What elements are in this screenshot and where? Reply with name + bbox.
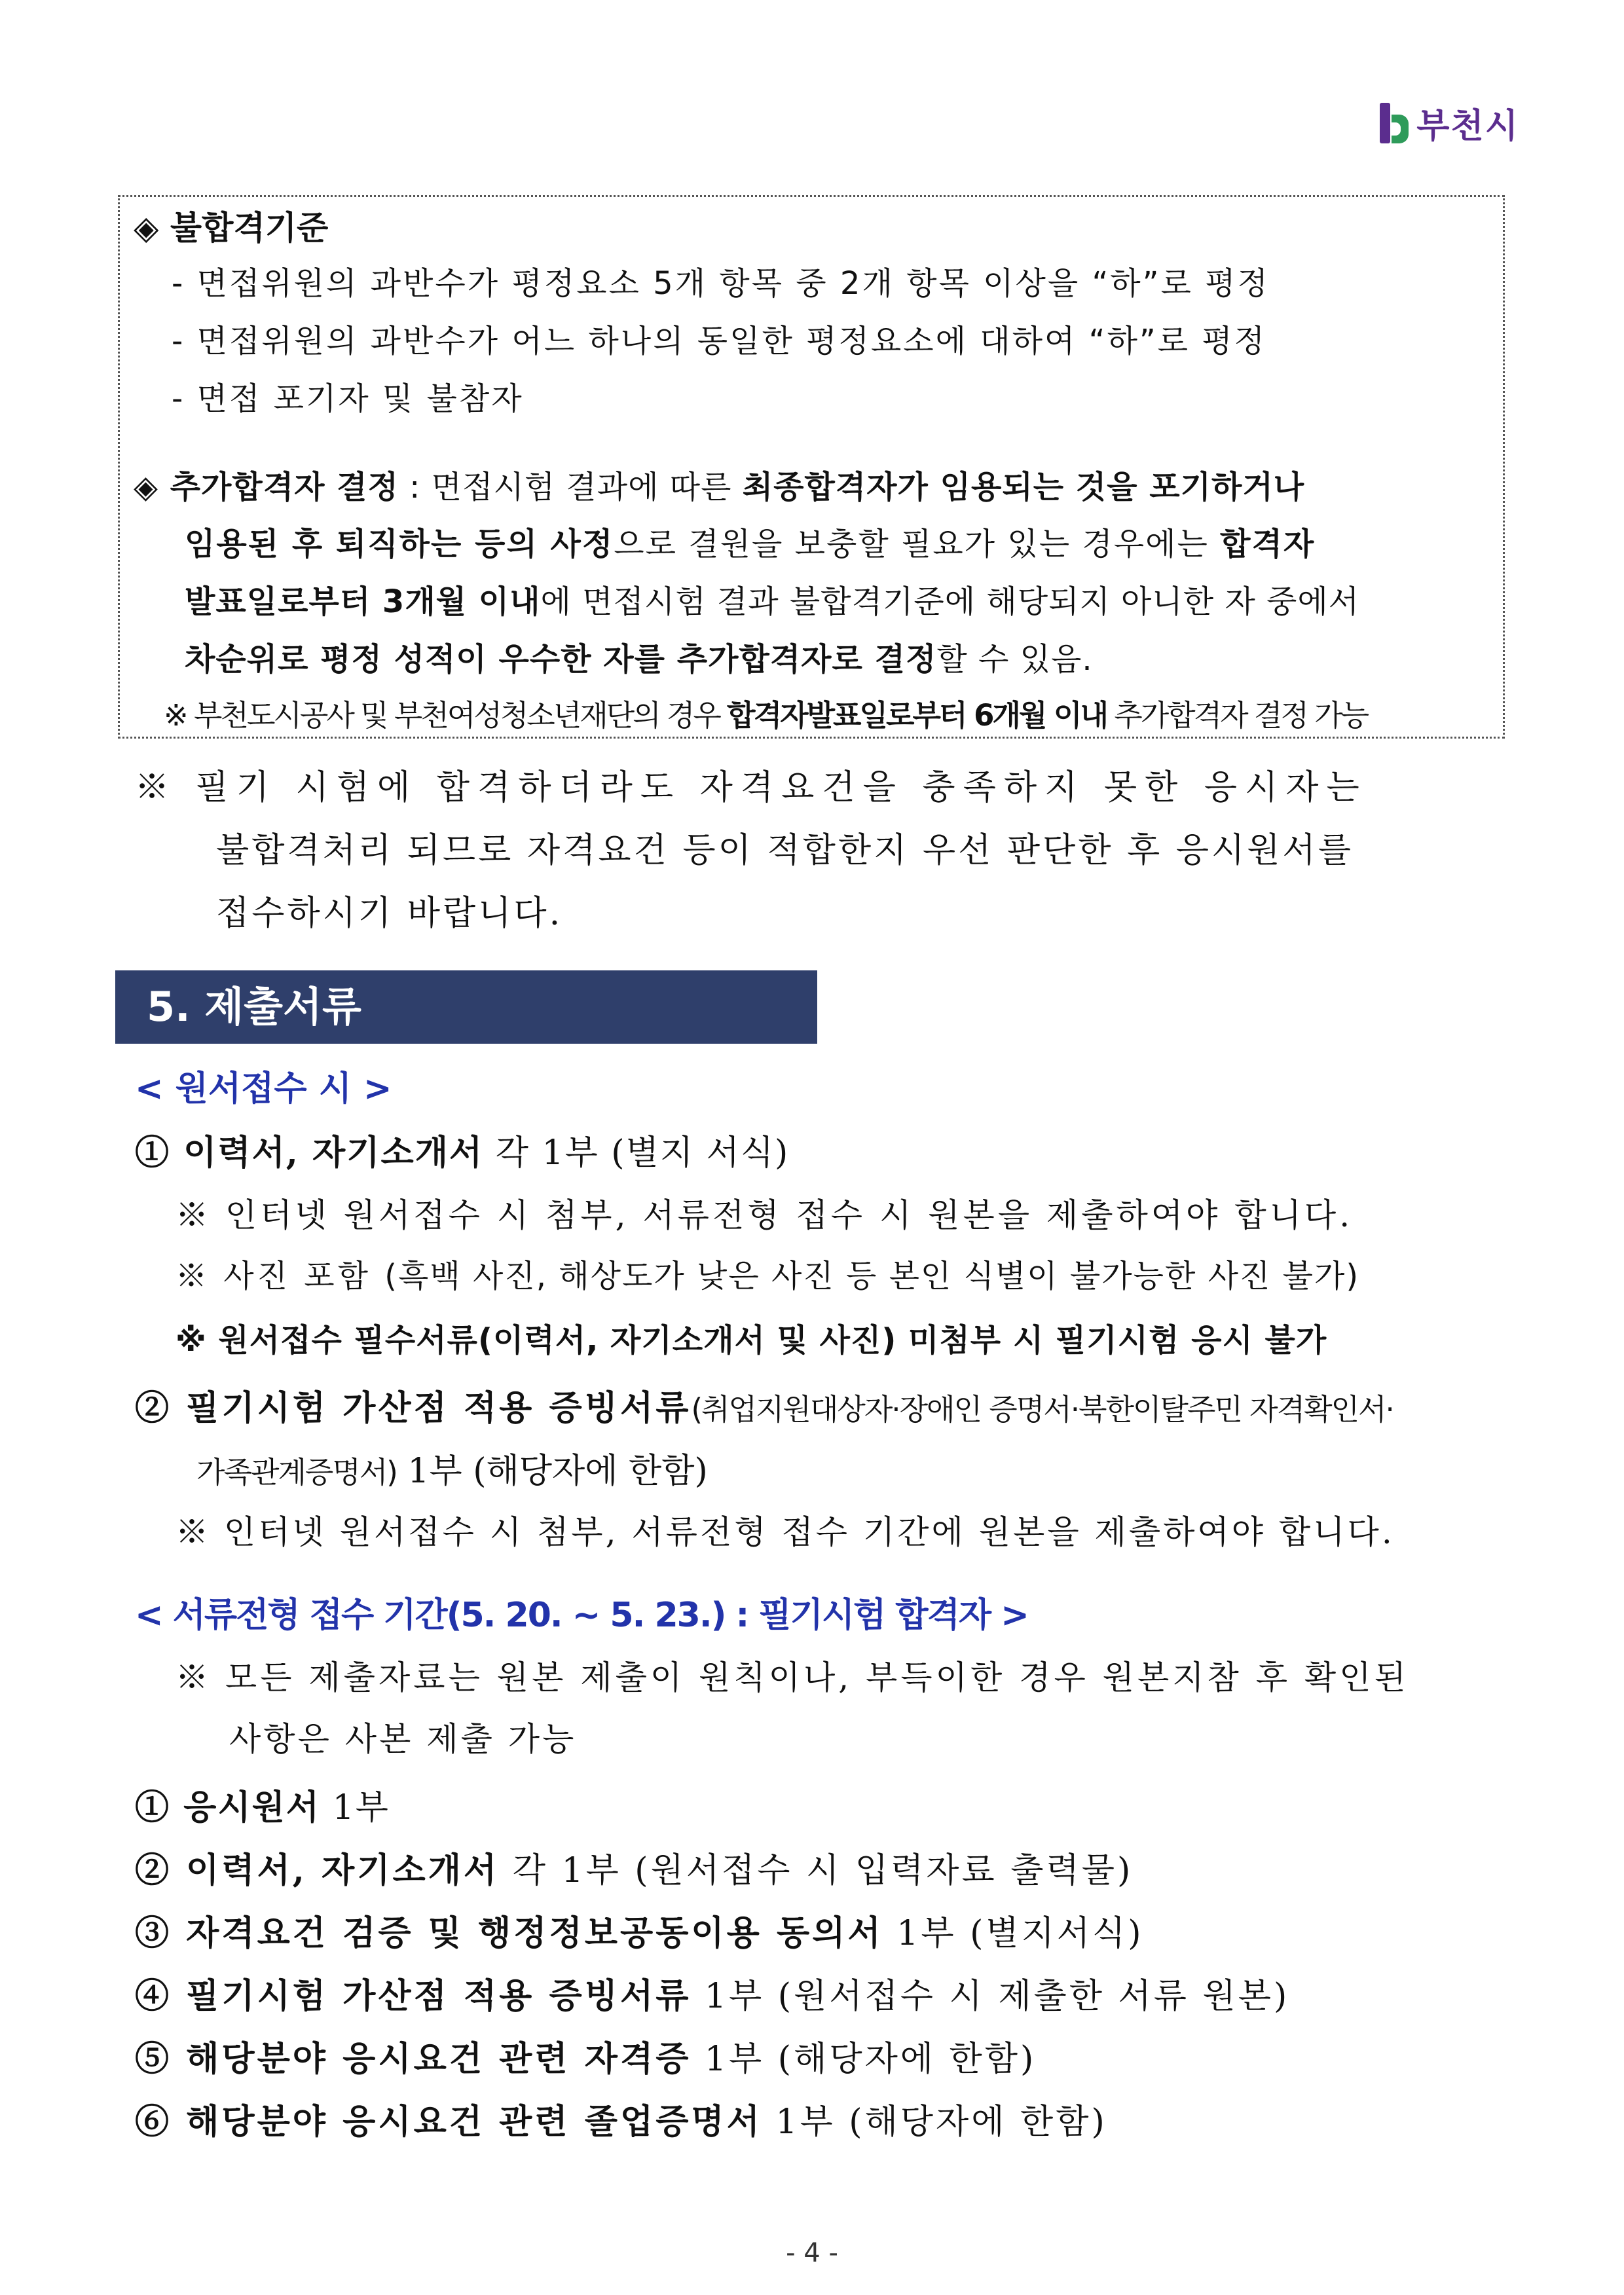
application-item-2: ② 필기시험 가산점 적용 증빙서류(취업지원대상자·장애인 증명서·북한이탈주민 자격확인서· <box>135 1388 1393 1428</box>
bucheon-logo-mark-icon <box>1380 103 1410 143</box>
screening-item-1: ① 응시원서 1부 <box>135 1788 390 1827</box>
additional-title: ◈ 추가합격자 결정 <box>134 469 399 505</box>
screening-heading: < 서류전형 접수 기간(5. 20. ~ 5. 23.) : 필기시험 합격자 > <box>135 1596 1028 1635</box>
application-item-1: ① 이력서, 자기소개서 각 1부 (별지 서식) <box>135 1133 790 1173</box>
screening-item-3: ③ 자격요건 검증 및 행정정보공동이용 동의서 1부 (별지서식) <box>135 1913 1144 1953</box>
application-note-4: ※ 인터넷 원서접수 시 첨부, 서류전형 접수 기간에 원본을 제출하여야 합니다. <box>175 1513 1395 1551</box>
additional-note: ※ 부천도시공사 및 부천여성청소년재단의 경우 합격자발표일로부터 6개월 이내 추가합격자 결정 가능 <box>164 698 1368 733</box>
additional-line-2: 임용된 후 퇴직하는 등의 사정으로 결원을 보충할 필요가 있는 경우에는 합격자 <box>185 526 1316 562</box>
fail-criteria-item-2: - 면접위원의 과반수가 어느 하나의 동일한 평정요소에 대하여 “하”로 평정 <box>172 323 1267 359</box>
additional-line-3: 발표일로부터 3개월 이내에 면접시험 결과 불합격기준에 해당되지 아니한 자 중에서 <box>185 583 1360 620</box>
warning-line-1: ※ 필기 시험에 합격하더라도 자격요건을 충족하지 못한 응시자는 <box>135 768 1367 807</box>
page-number: - 4 - <box>786 2238 838 2268</box>
bucheon-logo <box>1380 98 1519 147</box>
logo-text: 부천시 <box>1416 107 1519 146</box>
screening-note-2: 사항은 사본 제출 가능 <box>229 1720 577 1758</box>
additional-line-1: ◈ 추가합격자 결정 : 면접시험 결과에 따른 최종합격자가 임용되는 것을 포기하거나 <box>134 469 1305 505</box>
fail-criteria-title: ◈ 불합격기준 <box>134 209 329 247</box>
warning-line-3: 접수하시기 바랍니다. <box>216 894 563 933</box>
screening-item-2: ② 이력서, 자기소개서 각 1부 (원서접수 시 입력자료 출력물) <box>135 1850 1134 1890</box>
additional-line-4: 차순위로 평정 성적이 우수한 자를 추가합격자로 결정할 수 있음. <box>185 641 1093 678</box>
application-note-3: ※ 원서접수 필수서류(이력서, 자기소개서 및 사진) 미첨부 시 필기시험 응시 불가 <box>175 1322 1327 1359</box>
screening-item-6: ⑥ 해당분야 응시요건 관련 졸업증명서 1부 (해당자에 한함) <box>135 2102 1107 2142</box>
screening-note-1: ※ 모든 제출자료는 원본 제출이 원칙이나, 부득이한 경우 원본지참 후 확인된 <box>175 1659 1409 1697</box>
screening-item-4: ④ 필기시험 가산점 적용 증빙서류 1부 (원서접수 시 제출한 서류 원본) <box>135 1976 1290 2016</box>
application-heading: < 원서접수 시 > <box>135 1069 392 1109</box>
application-note-1: ※ 인터넷 원서접수 시 첨부, 서류전형 접수 시 원본을 제출하여야 합니다. <box>175 1196 1354 1234</box>
screening-item-5: ⑤ 해당분야 응시요건 관련 자격증 1부 (해당자에 한함) <box>135 2039 1037 2079</box>
warning-line-2: 불합격처리 되므로 자격요건 등이 적합한지 우선 판단한 후 응시원서를 <box>216 831 1354 870</box>
application-note-2: ※ 사진 포함 (흑백 사진, 해상도가 낮은 사진 등 본인 식별이 불가능한 사진 불가) <box>175 1258 1360 1294</box>
application-item-2-cont: 가족관계증명서) 1부 (해당자에 한함) <box>196 1452 708 1491</box>
fail-criteria-item-3: - 면접 포기자 및 불참자 <box>172 380 524 417</box>
section-heading: 5. 제출서류 <box>115 970 817 1044</box>
fail-criteria-item-1: - 면접위원의 과반수가 평정요소 5개 항목 중 2개 항목 이상을 “하”로 평정 <box>172 265 1270 302</box>
